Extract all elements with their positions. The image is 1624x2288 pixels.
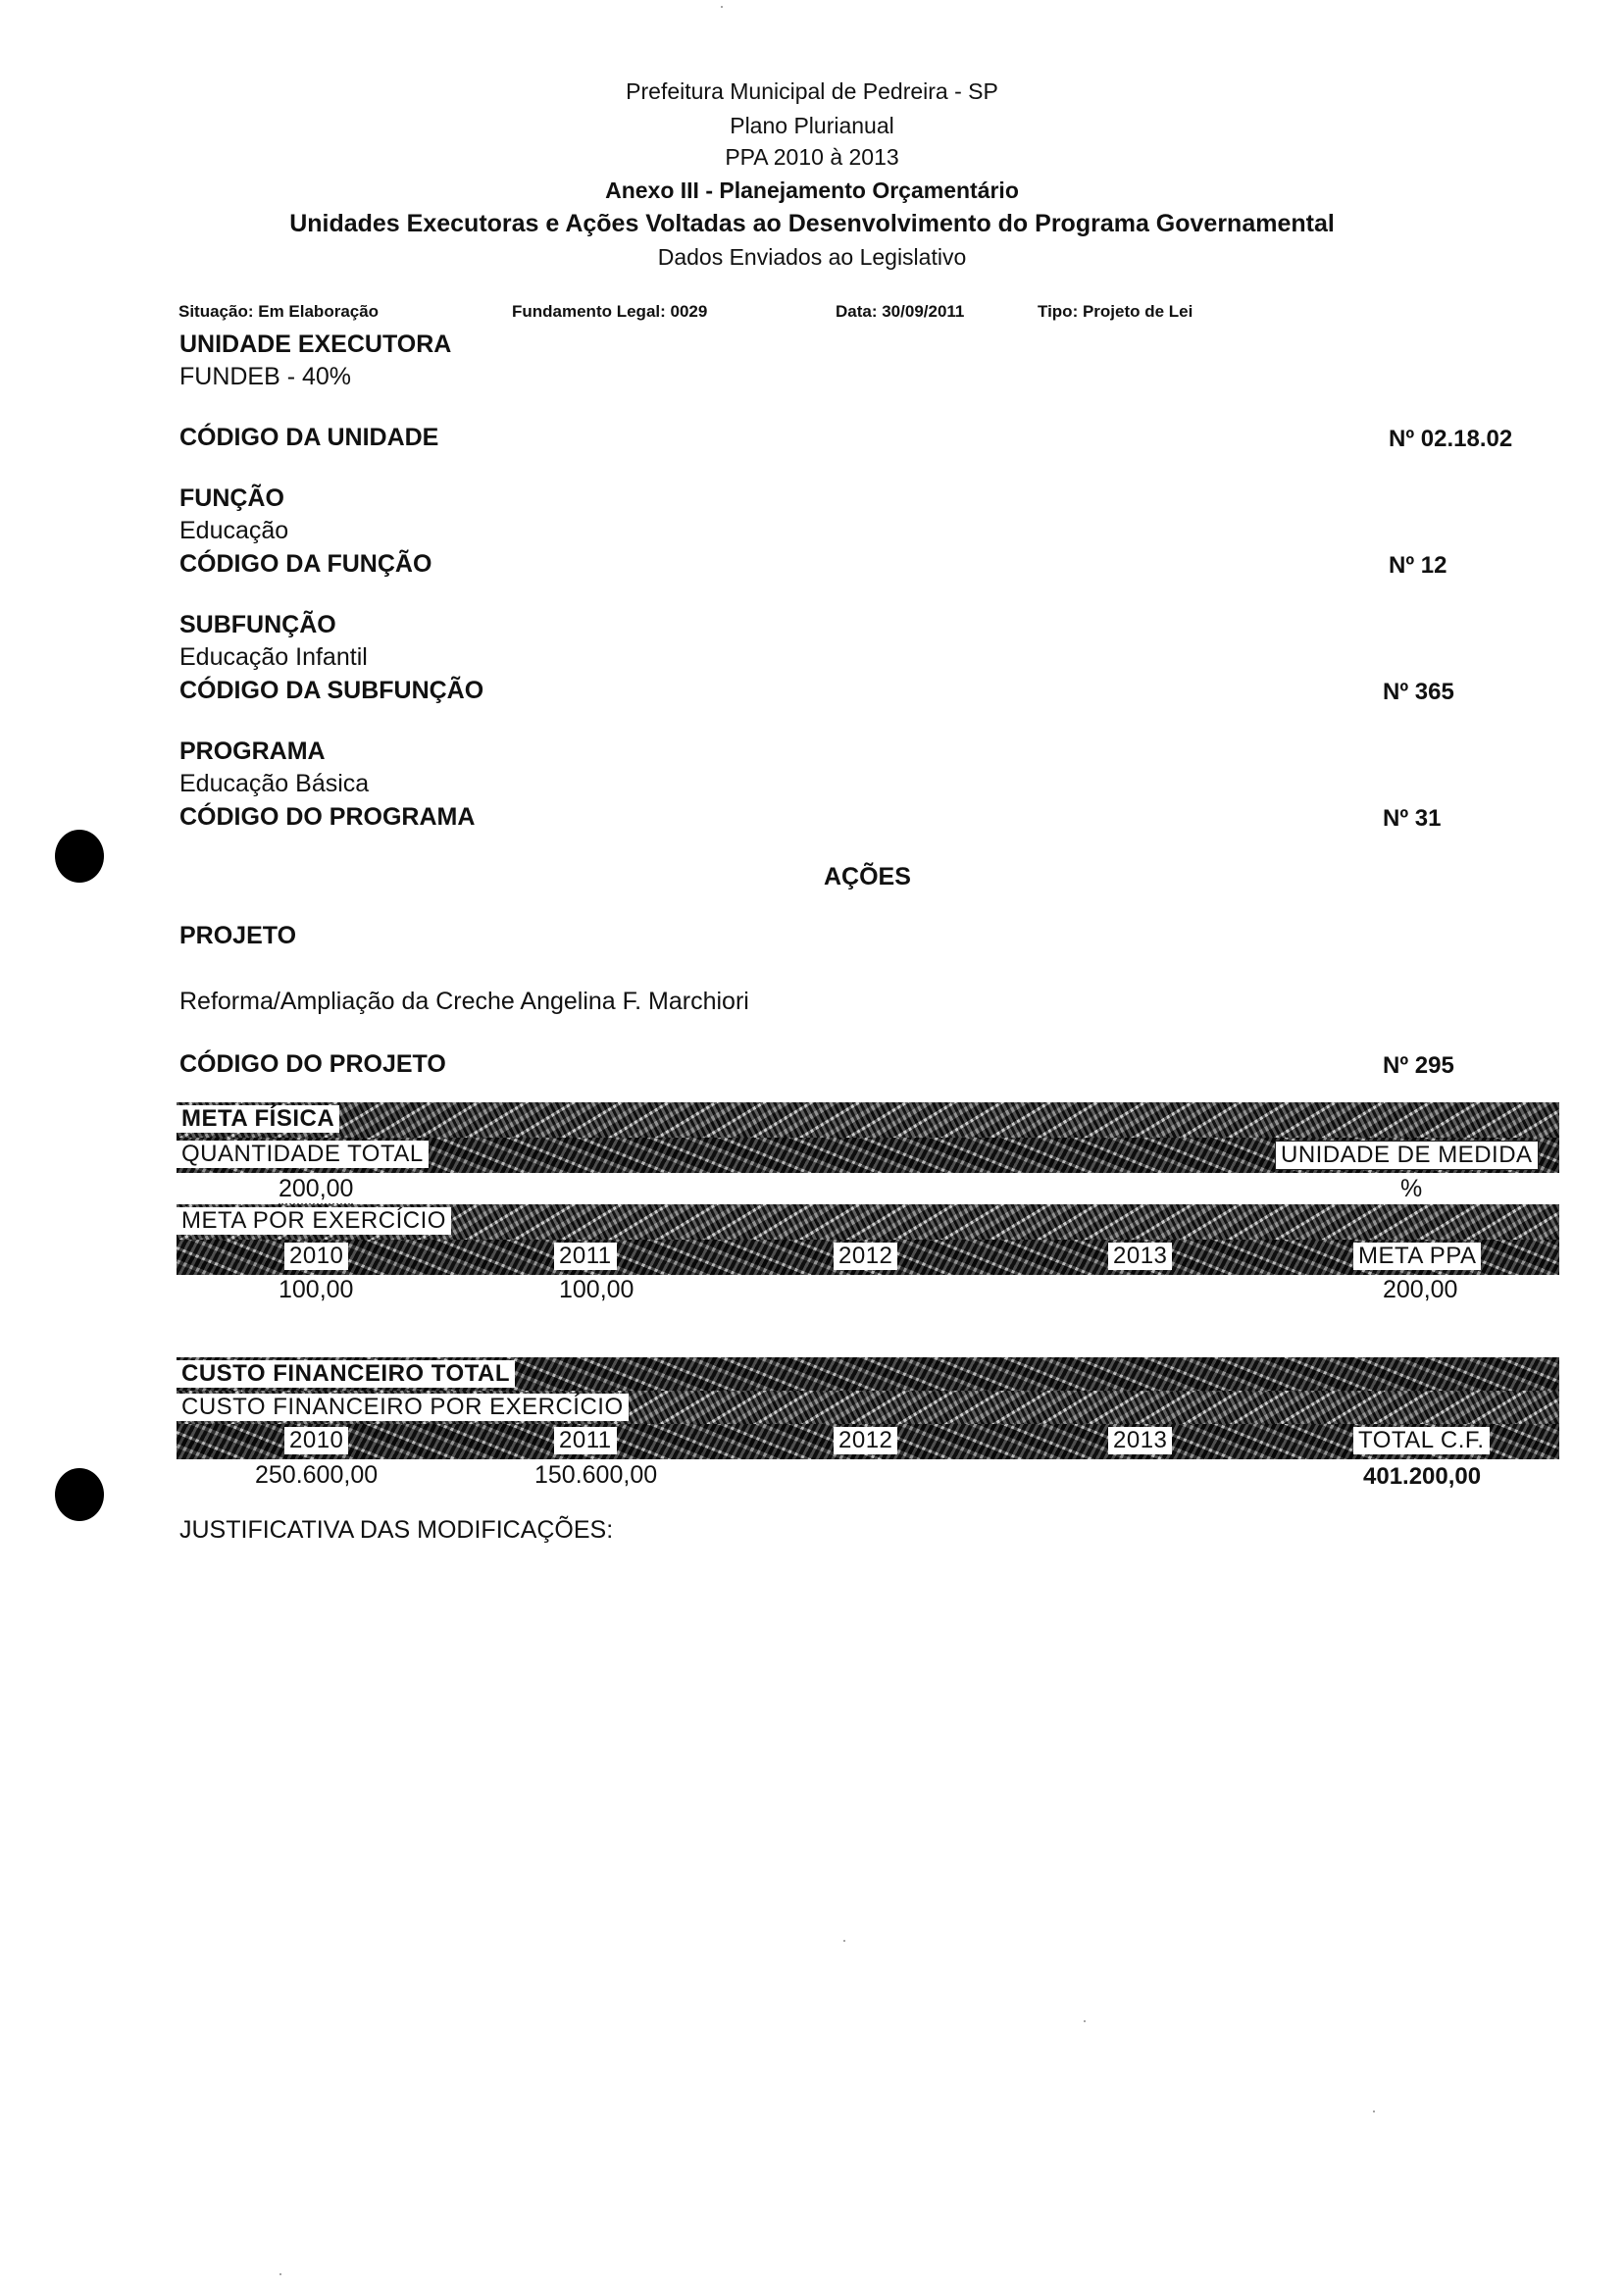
codigo-programa-label: CÓDIGO DO PROGRAMA	[179, 803, 476, 831]
data: Data: 30/09/2011	[836, 302, 965, 321]
codigo-unidade-label: CÓDIGO DA UNIDADE	[179, 424, 439, 451]
total-cf-value: 401.200,00	[1363, 1463, 1482, 1490]
meta-por-exercicio-label: META POR EXERCÍCIO	[177, 1207, 451, 1235]
quantidade-band	[177, 1138, 1559, 1173]
codigo-funcao-value: Nº 12	[1389, 552, 1447, 579]
custo-years-band	[177, 1424, 1559, 1459]
scan-speck	[1084, 2020, 1086, 2022]
codigo-subfuncao-value: Nº 365	[1383, 679, 1454, 705]
meta-value-2011: 100,00	[559, 1276, 634, 1303]
acoes-title: AÇÕES	[824, 863, 911, 890]
meta-year-2010: 2010	[284, 1243, 348, 1270]
projeto-label: PROJETO	[179, 922, 297, 949]
unidade-medida-label: UNIDADE DE MEDIDA	[1275, 1141, 1539, 1170]
header-line-6: Dados Enviados ao Legislativo	[657, 244, 967, 270]
punch-hole-mark	[55, 1468, 104, 1521]
meta-value-2010: 100,00	[279, 1276, 354, 1303]
meta-fisica-band	[177, 1102, 1559, 1138]
meta-exercicio-band	[177, 1204, 1559, 1240]
situacao: Situação: Em Elaboração	[178, 302, 380, 321]
meta-ppa-value: 200,00	[1383, 1276, 1458, 1303]
funcao-value: Educação	[179, 517, 289, 544]
header-line-2: Plano Plurianual	[730, 113, 894, 138]
custo-value-2010: 250.600,00	[255, 1461, 379, 1489]
meta-year-2012: 2012	[834, 1243, 897, 1270]
unidade-medida-value: %	[1400, 1175, 1423, 1202]
unidade-executora-label: UNIDADE EXECUTORA	[179, 330, 452, 358]
meta-year-2011: 2011	[554, 1243, 617, 1270]
codigo-programa-value: Nº 31	[1383, 805, 1442, 832]
custo-exercicio-band	[177, 1391, 1559, 1426]
custo-year-2012: 2012	[834, 1427, 897, 1454]
codigo-projeto-value: Nº 295	[1383, 1052, 1454, 1079]
codigo-funcao-label: CÓDIGO DA FUNÇÃO	[179, 550, 432, 578]
meta-ppa-label: META PPA	[1353, 1243, 1481, 1270]
programa-value: Educação Básica	[179, 770, 370, 797]
header-line-4: Anexo III - Planejamento Orçamentário	[605, 178, 1019, 203]
header-line-3: PPA 2010 à 2013	[725, 144, 899, 170]
custo-value-2011: 150.600,00	[534, 1461, 658, 1489]
funcao-label: FUNÇÃO	[179, 484, 284, 512]
tipo: Tipo: Projeto de Lei	[1038, 302, 1193, 321]
punch-hole-mark	[55, 830, 104, 883]
unidade-executora-value: FUNDEB - 40%	[179, 363, 352, 390]
fundamento-legal: Fundamento Legal: 0029	[512, 302, 708, 321]
quantidade-total-value: 200,00	[279, 1175, 353, 1205]
total-cf-label: TOTAL C.F.	[1353, 1427, 1490, 1454]
custo-year-2013: 2013	[1108, 1427, 1172, 1454]
custo-year-2011: 2011	[554, 1427, 617, 1454]
programa-label: PROGRAMA	[179, 737, 326, 765]
custo-por-exercicio-label: CUSTO FINANCEIRO POR EXERCÍCIO	[177, 1394, 629, 1421]
custo-total-band	[177, 1357, 1559, 1393]
custo-year-2010: 2010	[284, 1427, 348, 1454]
header-line-5: Unidades Executoras e Ações Voltadas ao Desenvolvimento do Programa Governamental	[289, 210, 1335, 237]
quantidade-total-label: QUANTIDADE TOTAL	[177, 1141, 429, 1168]
scan-speck	[1373, 2110, 1375, 2112]
meta-years-band	[177, 1240, 1559, 1275]
custo-financeiro-title: CUSTO FINANCEIRO TOTAL	[177, 1360, 515, 1388]
scan-speck	[721, 6, 723, 8]
scan-speck	[279, 2273, 281, 2275]
codigo-projeto-label: CÓDIGO DO PROJETO	[179, 1050, 446, 1078]
subfuncao-label: SUBFUNÇÃO	[179, 611, 336, 638]
scan-speck	[843, 1940, 845, 1942]
codigo-subfuncao-label: CÓDIGO DA SUBFUNÇÃO	[179, 677, 484, 704]
codigo-unidade-value: Nº 02.18.02	[1389, 426, 1513, 452]
meta-year-2013: 2013	[1108, 1243, 1172, 1270]
subfuncao-value: Educação Infantil	[179, 643, 368, 671]
projeto-name: Reforma/Ampliação da Creche Angelina F. Marchiori	[179, 988, 749, 1015]
header-line-1: Prefeitura Municipal de Pedreira - SP	[626, 78, 998, 104]
meta-fisica-title: META FÍSICA	[177, 1105, 339, 1133]
justificativa-label: JUSTIFICATIVA DAS MODIFICAÇÕES:	[179, 1516, 614, 1544]
